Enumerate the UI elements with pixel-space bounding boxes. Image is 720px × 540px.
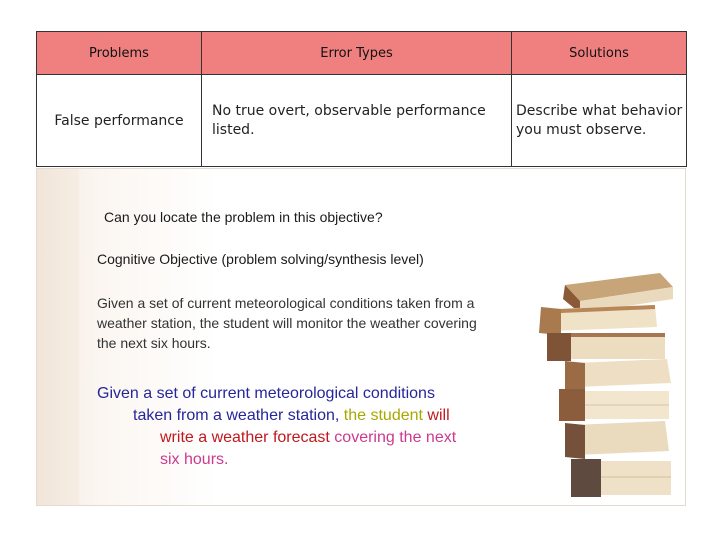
error-table [36, 31, 687, 167]
table-header-row [37, 32, 687, 75]
question-text: Can you locate the problem in this objective? [104, 209, 383, 225]
objective-type-heading: Cognitive Objective (problem solving/synthesis level) [97, 251, 424, 267]
corrected-behavior: write a weather forecast [160, 429, 330, 446]
corrected-will: will [422, 407, 450, 424]
content-panel [36, 168, 686, 506]
header-solutions: Solutions [512, 32, 687, 75]
cell-problem: False performance [37, 75, 202, 167]
header-problems: Problems [37, 32, 202, 75]
header-error-types: Error Types [202, 32, 512, 75]
book-6 [565, 421, 669, 459]
corrected-part-7: six hours. [160, 451, 229, 468]
cell-solution: Describe what behavior you must observe. [512, 75, 687, 167]
book-2 [539, 305, 657, 335]
cell-error-type: No true overt, observable performance listed. [202, 75, 512, 167]
book-4 [565, 359, 671, 391]
book-5 [559, 389, 669, 421]
books-stack-image [525, 265, 675, 500]
corrected-subject: the student [343, 407, 423, 424]
corrected-objective [97, 383, 507, 471]
corrected-line-2 [97, 405, 507, 427]
book-7 [571, 459, 671, 497]
original-objective: Given a set of current meteorological conditions taken from a weather station, the student will monitor the weather covering the next six hours. [97, 295, 477, 351]
book-3 [547, 333, 665, 361]
corrected-part-1: Given a set of current meteorological conditions [97, 385, 435, 402]
decorative-stripe [37, 169, 79, 505]
corrected-part-2: taken from a weather station, [133, 407, 344, 424]
table-row [37, 75, 687, 167]
corrected-condition: covering the next [329, 429, 457, 446]
corrected-line-3 [97, 427, 507, 449]
